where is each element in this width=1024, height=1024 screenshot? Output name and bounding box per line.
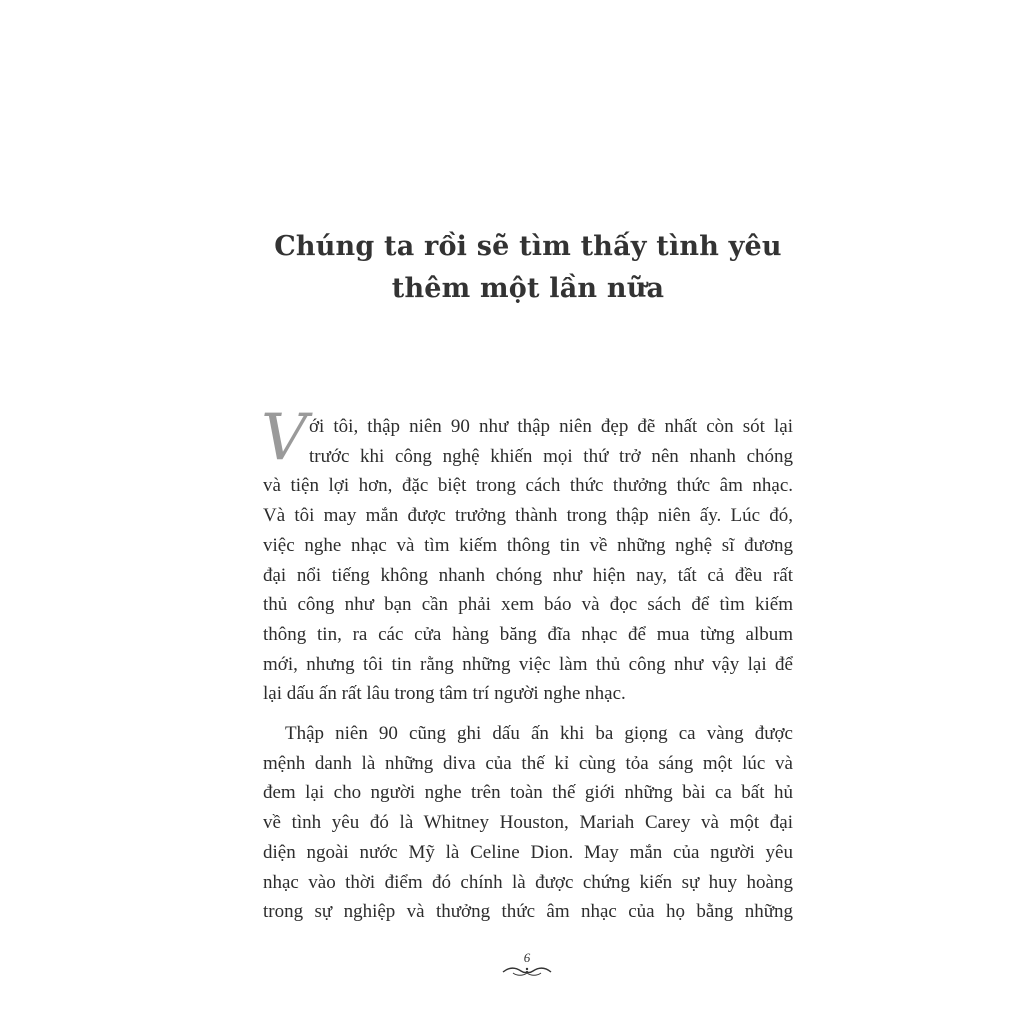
paragraph-1 xyxy=(263,412,793,709)
text-line: Thập niên 90 cũng ghi dấu ấn khi ba giọng ca vàng được xyxy=(285,723,793,745)
text-line: nhạc vào thời điểm đó chính là được chứng kiến sự huy hoàng xyxy=(263,871,793,893)
text-line: lại dấu ấn rất lâu trong tâm trí người nghe nhạc. xyxy=(263,683,626,705)
text-line: mới, nhưng tôi tin rằng những việc làm thủ công như vậy lại để xyxy=(263,653,793,675)
paragraph-2 xyxy=(263,719,793,927)
flourish-ornament-icon xyxy=(501,965,553,977)
text-line: diện ngoài nước Mỹ là Celine Dion. May mắn của người yêu xyxy=(263,841,793,863)
text-line: mệnh danh là những diva của thế kỉ cùng tỏa sáng một lúc và xyxy=(263,752,793,774)
text-line: đại nổi tiếng không nhanh chóng như hiện nay, tất cả đều rất xyxy=(263,564,793,586)
text-line: trước khi công nghệ khiến mọi thứ trở nên nhanh chóng xyxy=(309,445,793,467)
text-line: Và tôi may mắn được trưởng thành trong thập niên ấy. Lúc đó, xyxy=(263,505,793,527)
text-line: thủ công như bạn cần phải xem báo và đọc sách để tìm kiếm xyxy=(263,594,793,616)
text-line: việc nghe nhạc và tìm kiếm thông tin về những nghệ sĩ đương xyxy=(263,534,793,556)
text-line: về tình yêu đó là Whitney Houston, Mariah Carey và một đại xyxy=(263,812,793,834)
page-number: 6 xyxy=(523,950,531,965)
text-line: ới tôi, thập niên 90 như thập niên đẹp đẽ nhất còn sót lại xyxy=(309,416,793,437)
page-footer xyxy=(497,951,557,977)
body-text xyxy=(261,401,793,927)
text-line: và tiện lợi hơn, đặc biệt trong cách thức thưởng thức âm nhạc. xyxy=(263,475,793,497)
chapter-title-line: Chúng ta rồi sẽ tìm thấy tình yêu xyxy=(274,231,782,262)
drop-cap: V xyxy=(261,401,308,475)
chapter-title-line: thêm một lần nữa xyxy=(391,273,665,304)
text-line: đem lại cho người nghe trên toàn thế giới những bài ca bất hủ xyxy=(263,782,793,804)
chapter-title xyxy=(240,226,816,310)
text-line: trong sự nghiệp và thưởng thức âm nhạc của họ bằng những xyxy=(263,901,793,923)
text-line: thông tin, ra các cửa hàng băng đĩa nhạc để mua từng album xyxy=(263,623,793,645)
